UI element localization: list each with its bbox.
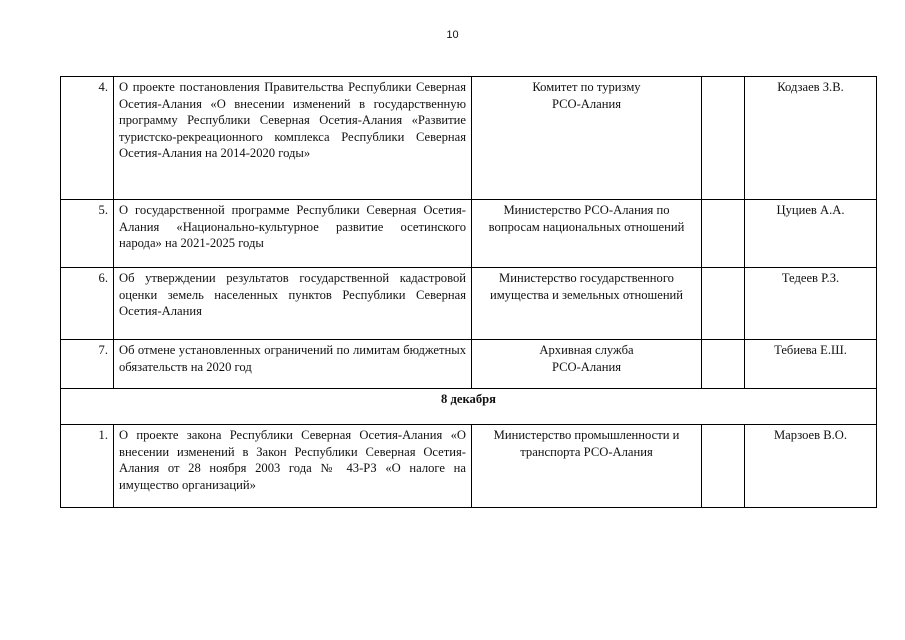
agenda-table (60, 76, 877, 508)
item-title: О проекте закона Республики Северная Осетия-Алания «О внесении изменений в Закон Республики Северная Осетия-Алания от 28 ноября 2003 года № 43-РЗ «О налоге на имущество организаций» (114, 425, 472, 508)
item-title: Об утверждении результатов государственной кадастровой оценки земель населенных пунктов Республики Северная Осетия-Алания (114, 268, 472, 340)
item-responsible: Министерство государственного имущества и земельных отношений (472, 268, 702, 340)
item-reporter: Тедеев Р.З. (745, 268, 877, 340)
item-number: 5. (61, 200, 114, 268)
date-header: 8 декабря (61, 389, 877, 425)
item-number: 4. (61, 77, 114, 200)
item-responsible: Министерство РСО-Алания по вопросам национальных отношений (472, 200, 702, 268)
table-row (61, 77, 877, 200)
table-row (61, 340, 877, 389)
item-title: О проекте постановления Правительства Республики Северная Осетия-Алания «О внесении изменений в государственную программу Республики Северная Осетия-Алания «Развитие туристско-рекреационного комплекса Республики Северная Осетия-Алания на 2014-2020 годы» (114, 77, 472, 200)
table-row (61, 268, 877, 340)
date-header-row (61, 389, 877, 425)
item-number: 7. (61, 340, 114, 389)
item-responsible: Министерство промышленности и транспорта РСО-Алания (472, 425, 702, 508)
item-number: 6. (61, 268, 114, 340)
item-title: О государственной программе Республики Северная Осетия-Алания «Национально-культурное развитие осетинского народа» на 2021-2025 годы (114, 200, 472, 268)
item-number: 1. (61, 425, 114, 508)
page-number: 10 (446, 29, 459, 41)
item-responsible: Комитет по туризму РСО-Алания (472, 77, 702, 200)
item-reporter: Кодзаев З.В. (745, 77, 877, 200)
item-blank-cell (702, 77, 745, 200)
item-responsible: Архивная служба РСО-Алания (472, 340, 702, 389)
item-title: Об отмене установленных ограничений по лимитам бюджетных обязательств на 2020 год (114, 340, 472, 389)
item-blank-cell (702, 340, 745, 389)
item-reporter: Марзоев В.О. (745, 425, 877, 508)
item-blank-cell (702, 200, 745, 268)
item-blank-cell (702, 425, 745, 508)
table-row (61, 425, 877, 508)
item-reporter: Тебиева Е.Ш. (745, 340, 877, 389)
item-blank-cell (702, 268, 745, 340)
item-reporter: Цуциев А.А. (745, 200, 877, 268)
table-row (61, 200, 877, 268)
